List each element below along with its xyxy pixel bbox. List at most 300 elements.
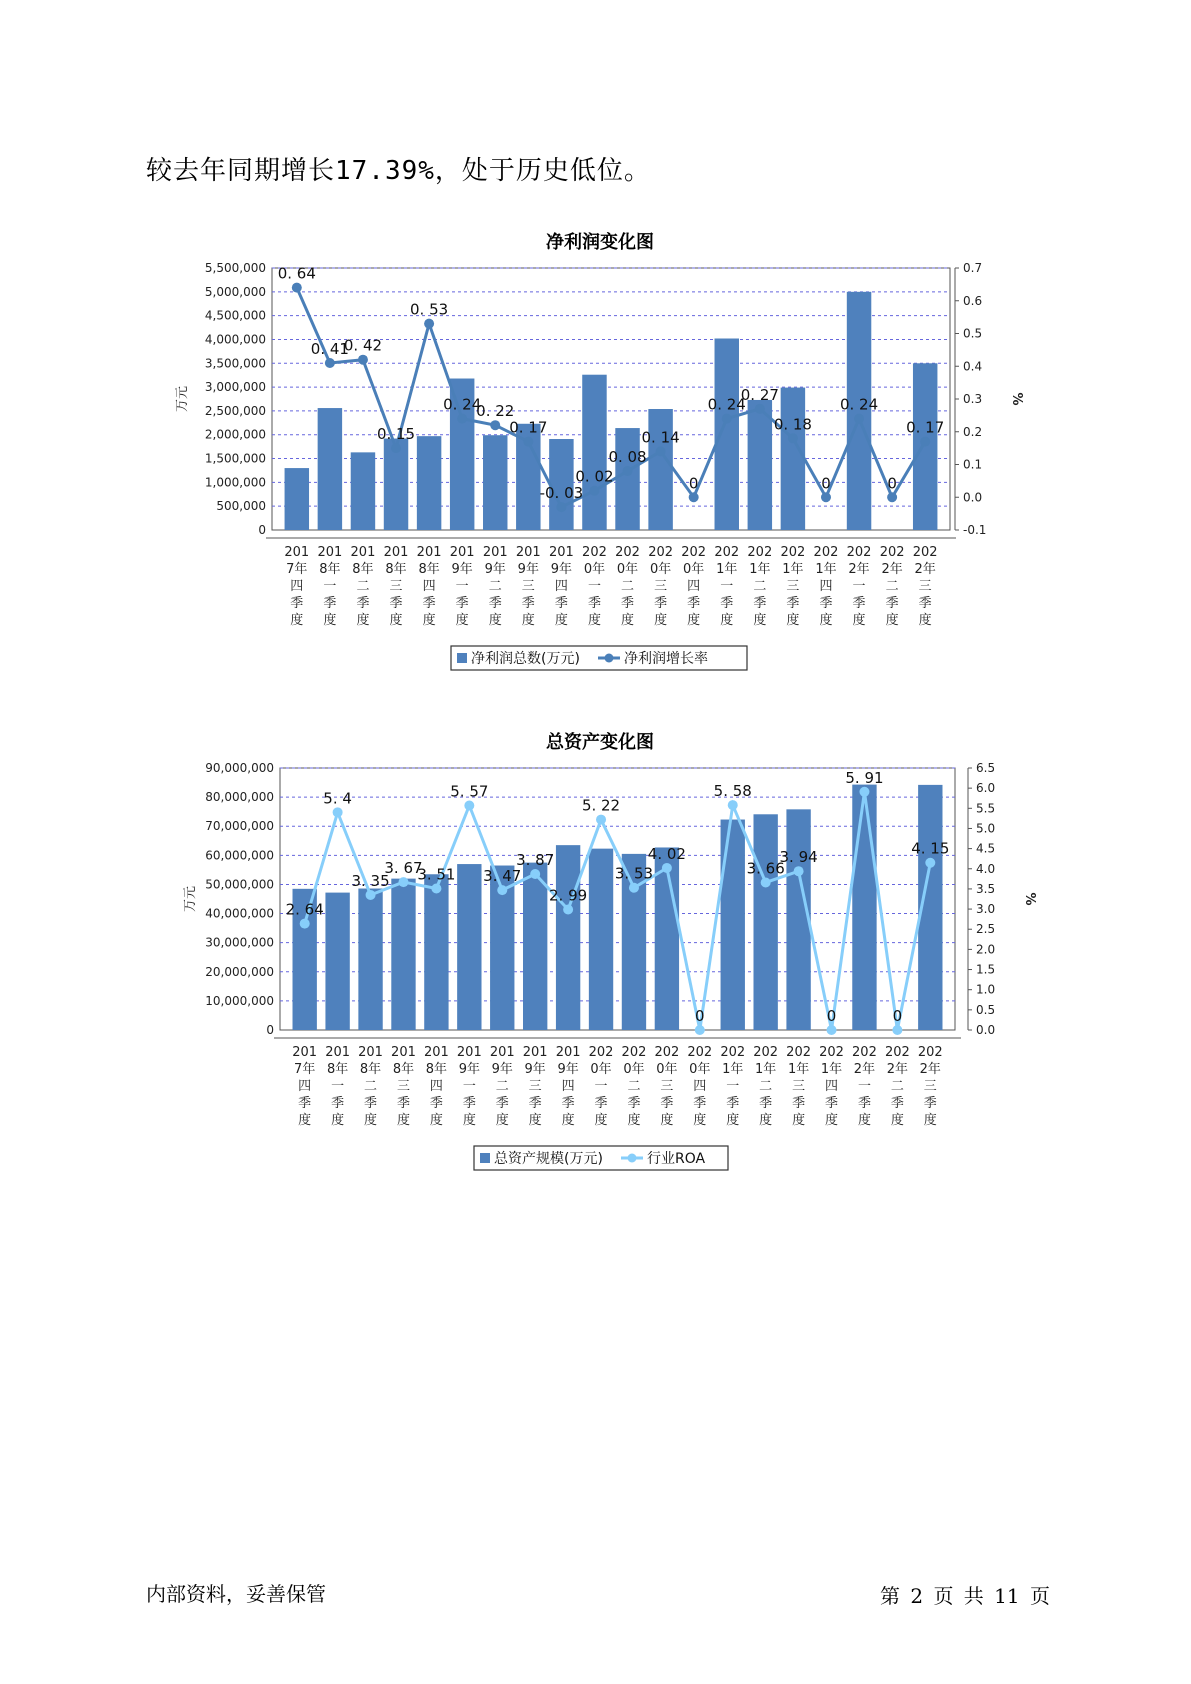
- y-tick-label: 3,000,000: [204, 380, 266, 395]
- x-tick-label: 8年: [319, 562, 341, 577]
- legend-line-marker: [605, 654, 614, 663]
- data-label: 5. 57: [450, 782, 489, 801]
- x-tick-label: 季: [561, 1096, 575, 1111]
- x-tick-label: 202: [714, 545, 740, 560]
- x-tick-label: 202: [786, 1045, 812, 1060]
- x-tick-label: 度: [786, 613, 800, 628]
- y2-tick-label: 0.4: [963, 359, 983, 374]
- data-label: 0. 24: [443, 395, 482, 414]
- x-tick-label: 度: [389, 613, 403, 628]
- data-label: 0. 08: [608, 448, 647, 467]
- y2-tick-label: 0.5: [976, 1002, 996, 1017]
- x-tick-label: 2年: [914, 562, 936, 577]
- x-tick-label: 202: [813, 545, 839, 560]
- x-tick-label: 9年: [484, 562, 506, 577]
- x-tick-label: 1年: [815, 562, 837, 577]
- x-tick-label: 9年: [517, 562, 539, 577]
- x-tick-label: 度: [323, 613, 337, 628]
- x-tick-label: 1年: [787, 1062, 810, 1077]
- bar: [582, 375, 606, 530]
- x-tick-label: 季: [356, 596, 370, 611]
- x-tick-label: 季: [792, 1096, 806, 1111]
- x-tick-label: 1年: [749, 562, 771, 577]
- x-tick-label: 202: [687, 1045, 713, 1060]
- x-tick-label: 0年: [590, 1062, 612, 1077]
- y2-tick-label: 0.6: [963, 293, 983, 308]
- bar: [556, 845, 580, 1030]
- x-tick-label: 三: [521, 579, 535, 594]
- line-point: [722, 414, 732, 424]
- bar: [753, 814, 777, 1030]
- x-tick-label: 四: [819, 579, 833, 594]
- x-tick-label: 一: [323, 579, 337, 594]
- line-point: [398, 877, 408, 887]
- line-point: [623, 466, 633, 476]
- data-label: 4. 02: [647, 844, 686, 863]
- x-tick-label: 0年: [683, 562, 705, 577]
- x-tick-label: 201: [284, 545, 310, 560]
- y2-tick-label: 1.5: [976, 962, 996, 977]
- x-tick-label: 度: [918, 613, 932, 628]
- x-tick-label: 季: [323, 596, 337, 611]
- x-tick-label: 度: [825, 1113, 839, 1128]
- data-label: 0. 14: [641, 428, 680, 447]
- y2-tick-label: 4.0: [976, 861, 996, 876]
- x-tick-label: 度: [422, 613, 436, 628]
- line-point: [920, 437, 930, 447]
- x-tick-label: 三: [918, 579, 932, 594]
- line-point: [457, 414, 467, 424]
- x-tick-label: 202: [681, 545, 707, 560]
- x-tick-label: 一: [720, 579, 734, 594]
- x-tick-label: 度: [495, 1113, 509, 1128]
- x-tick-label: 三: [923, 1079, 937, 1094]
- x-tick-label: 季: [825, 1096, 839, 1111]
- legend-line-marker: [628, 1154, 637, 1163]
- x-tick-label: 202: [917, 1045, 943, 1060]
- line-point: [788, 433, 798, 443]
- x-tick-label: 季: [396, 1096, 410, 1111]
- y2-tick-label: 0.2: [963, 424, 983, 439]
- data-label: 3. 67: [384, 859, 423, 878]
- x-tick-label: 四: [693, 1079, 707, 1094]
- line-point: [464, 800, 474, 810]
- line-point: [821, 492, 831, 502]
- x-tick-label: 2年: [919, 1062, 941, 1077]
- bar: [483, 435, 507, 530]
- x-tick-label: 201: [423, 1045, 449, 1060]
- y-tick-label: 0: [266, 1023, 274, 1037]
- line-point: [695, 1025, 705, 1035]
- x-tick-label: 度: [660, 1113, 674, 1128]
- line-point: [424, 319, 434, 329]
- data-label: 0. 22: [476, 402, 515, 421]
- x-tick-label: 季: [389, 596, 403, 611]
- x-tick-label: 四: [561, 1079, 575, 1094]
- x-tick-label: 度: [554, 613, 568, 628]
- data-label: 5. 4: [323, 789, 352, 808]
- line-point: [892, 1025, 902, 1035]
- x-tick-label: 二: [885, 579, 899, 594]
- y-tick-label: 5,000,000: [204, 284, 266, 299]
- y2-tick-label: 4.5: [976, 841, 996, 856]
- bar: [325, 893, 349, 1030]
- x-tick-label: 度: [396, 1113, 410, 1128]
- x-tick-label: 二: [356, 579, 370, 594]
- line-point: [358, 355, 368, 365]
- y2-tick-label: 6.5: [976, 761, 996, 775]
- x-tick-label: 2年: [886, 1062, 909, 1077]
- x-tick-label: 一: [587, 579, 601, 594]
- bar: [781, 388, 805, 530]
- x-tick-label: 度: [687, 613, 701, 628]
- x-tick-label: 季: [654, 596, 668, 611]
- line-point: [497, 885, 507, 895]
- line-point: [794, 866, 804, 876]
- x-tick-label: 9年: [451, 562, 473, 577]
- y2-tick-label: -0.1: [963, 523, 987, 537]
- y2-tick-label: 0.7: [963, 261, 983, 275]
- data-label: -0. 03: [539, 484, 584, 503]
- bar: [715, 339, 739, 530]
- x-tick-label: 度: [356, 613, 370, 628]
- x-tick-label: 201: [548, 545, 574, 560]
- x-tick-label: 2年: [881, 562, 903, 577]
- x-tick-label: 季: [422, 596, 436, 611]
- x-tick-label: 202: [753, 1045, 779, 1060]
- x-tick-label: 202: [654, 1045, 680, 1060]
- x-tick-label: 201: [391, 1045, 416, 1060]
- x-tick-label: 8年: [385, 562, 407, 577]
- line-point: [366, 890, 376, 900]
- x-tick-label: 1年: [820, 1062, 843, 1077]
- x-tick-label: 201: [292, 1045, 318, 1060]
- line-point: [431, 884, 441, 894]
- x-tick-label: 201: [522, 1045, 548, 1060]
- x-tick-label: 二: [890, 1079, 904, 1094]
- y2-axis-title: %: [1009, 392, 1024, 406]
- data-label: 4. 15: [911, 839, 950, 858]
- net-profit-chart: [0, 258, 1191, 678]
- data-label: 0. 17: [509, 418, 548, 437]
- bar: [424, 874, 448, 1030]
- y-tick-label: 60,000,000: [205, 848, 274, 863]
- line-point: [728, 800, 738, 810]
- x-tick-label: 度: [521, 613, 535, 628]
- x-tick-label: 季: [495, 1096, 509, 1111]
- chart-title-total-assets: 总资产变化图: [546, 732, 654, 753]
- line-point: [629, 883, 639, 893]
- data-label: 0. 27: [740, 385, 779, 404]
- x-tick-label: 9年: [458, 1062, 480, 1077]
- bar: [318, 408, 342, 530]
- data-label: 0. 42: [343, 336, 383, 355]
- y-tick-label: 3,500,000: [204, 356, 266, 371]
- x-tick-label: 四: [825, 1079, 839, 1094]
- x-tick-label: 度: [298, 1113, 312, 1128]
- x-tick-label: 度: [561, 1113, 575, 1128]
- x-tick-label: 度: [819, 613, 833, 628]
- x-tick-label: 201: [317, 545, 343, 560]
- data-label: 0: [826, 1007, 837, 1025]
- x-tick-label: 二: [621, 579, 635, 594]
- x-tick-label: 9年: [491, 1062, 513, 1077]
- x-tick-label: 度: [627, 1113, 641, 1128]
- x-tick-label: 8年: [392, 1062, 415, 1077]
- y2-tick-label: 1.0: [976, 982, 996, 997]
- data-label: 0: [695, 1007, 705, 1025]
- data-label: 0. 24: [707, 395, 746, 414]
- bar: [648, 409, 672, 530]
- data-label: 0. 02: [575, 467, 614, 486]
- line-point: [523, 437, 533, 447]
- x-tick-label: 度: [759, 1113, 773, 1128]
- line-point: [854, 414, 864, 424]
- x-tick-label: 201: [350, 545, 376, 560]
- x-tick-label: 9年: [524, 1062, 546, 1077]
- x-tick-label: 201: [456, 1045, 482, 1060]
- y2-tick-label: 0.3: [963, 392, 983, 406]
- y-axis-title: 万元: [183, 885, 198, 913]
- bar: [358, 889, 382, 1030]
- x-tick-label: 一: [857, 1079, 871, 1094]
- line-point: [391, 443, 401, 453]
- x-tick-label: 季: [594, 1096, 608, 1111]
- y2-tick-label: 3.0: [976, 902, 996, 917]
- legend-line-label: 行业ROA: [647, 1151, 706, 1167]
- x-tick-label: 季: [753, 596, 767, 611]
- x-tick-label: 202: [615, 545, 640, 560]
- line-point: [761, 877, 771, 887]
- y-tick-label: 4,500,000: [204, 308, 266, 323]
- x-tick-label: 四: [298, 1079, 312, 1094]
- x-tick-label: 二: [753, 579, 767, 594]
- x-tick-label: 季: [852, 596, 866, 611]
- y2-tick-label: 5.0: [976, 821, 996, 836]
- x-tick-label: 202: [852, 1045, 877, 1060]
- y-tick-label: 80,000,000: [205, 790, 274, 805]
- data-label: 3. 53: [614, 864, 654, 883]
- x-tick-label: 二: [759, 1079, 773, 1094]
- x-tick-label: 9年: [557, 1062, 579, 1077]
- x-tick-label: 季: [290, 596, 304, 611]
- data-label: 3. 87: [516, 851, 555, 870]
- x-tick-label: 季: [488, 596, 502, 611]
- x-tick-label: 0年: [616, 562, 639, 577]
- x-tick-label: 0年: [656, 1062, 678, 1077]
- x-tick-label: 三: [660, 1079, 674, 1094]
- x-tick-label: 季: [627, 1096, 641, 1111]
- x-tick-label: 0年: [623, 1062, 645, 1077]
- x-tick-label: 季: [587, 596, 601, 611]
- line-point: [689, 492, 699, 502]
- chart-title-net-profit: 净利润变化图: [546, 232, 654, 253]
- x-tick-label: 季: [528, 1096, 542, 1111]
- line-point: [887, 492, 897, 502]
- x-tick-label: 三: [786, 579, 800, 594]
- bar: [913, 363, 937, 530]
- x-tick-label: 202: [879, 545, 905, 560]
- x-tick-label: 度: [753, 613, 767, 628]
- x-tick-label: 度: [462, 1113, 476, 1128]
- x-tick-label: 三: [389, 579, 403, 594]
- x-tick-label: 度: [654, 613, 668, 628]
- y2-tick-label: 0.5: [963, 326, 983, 341]
- x-tick-label: 8年: [418, 562, 440, 577]
- y-tick-label: 2,000,000: [204, 427, 266, 442]
- x-tick-label: 季: [455, 596, 469, 611]
- legend-line-label: 净利润增长率: [624, 651, 708, 667]
- x-tick-label: 201: [449, 545, 475, 560]
- line-point: [589, 486, 599, 496]
- y-tick-label: 70,000,000: [205, 819, 274, 834]
- x-tick-label: 季: [429, 1096, 443, 1111]
- x-tick-label: 202: [582, 545, 607, 560]
- x-tick-label: 季: [687, 596, 701, 611]
- data-label: 0: [821, 474, 831, 493]
- bar: [721, 820, 745, 1030]
- x-tick-label: 8年: [425, 1062, 448, 1077]
- line-point: [490, 420, 500, 430]
- y-tick-label: 0: [258, 523, 266, 537]
- y-tick-label: 4,000,000: [204, 332, 266, 347]
- x-tick-label: 季: [923, 1096, 937, 1111]
- x-tick-label: 201: [325, 1045, 351, 1060]
- intro-paragraph: 较去年同期增长17.39%，处于历史低位。: [146, 156, 651, 186]
- x-tick-label: 季: [462, 1096, 476, 1111]
- line-point: [556, 502, 566, 512]
- bar: [391, 879, 415, 1030]
- bar: [417, 436, 441, 530]
- x-tick-label: 201: [416, 545, 442, 560]
- x-tick-label: 季: [786, 596, 800, 611]
- x-tick-label: 二: [488, 579, 502, 594]
- x-tick-label: 1年: [716, 562, 738, 577]
- x-tick-label: 季: [890, 1096, 904, 1111]
- x-tick-label: 一: [462, 1079, 476, 1094]
- data-label: 0. 17: [906, 418, 945, 437]
- x-tick-label: 201: [482, 545, 508, 560]
- y2-tick-label: 5.5: [976, 801, 996, 816]
- x-tick-label: 二: [495, 1079, 509, 1094]
- x-tick-label: 季: [660, 1096, 674, 1111]
- x-tick-label: 201: [358, 1045, 383, 1060]
- x-tick-label: 度: [364, 1113, 378, 1128]
- x-tick-label: 季: [885, 596, 899, 611]
- x-tick-label: 201: [489, 1045, 515, 1060]
- bar: [523, 863, 547, 1030]
- x-tick-label: 季: [331, 1096, 345, 1111]
- line-point: [325, 358, 335, 368]
- x-tick-label: 202: [648, 545, 674, 560]
- x-tick-label: 度: [726, 1113, 740, 1128]
- x-tick-label: 四: [290, 579, 304, 594]
- y2-tick-label: 2.0: [976, 942, 996, 957]
- y-tick-label: 50,000,000: [205, 877, 274, 892]
- x-tick-label: 四: [687, 579, 701, 594]
- x-tick-label: 202: [780, 545, 806, 560]
- x-tick-label: 季: [720, 596, 734, 611]
- data-label: 0: [887, 474, 897, 493]
- x-tick-label: 1年: [722, 1062, 744, 1077]
- y-tick-label: 20,000,000: [205, 964, 274, 979]
- data-label: 2. 64: [285, 900, 324, 919]
- line-point: [333, 807, 343, 817]
- x-tick-label: 2年: [853, 1062, 876, 1077]
- x-tick-label: 9年: [550, 562, 573, 577]
- x-tick-label: 三: [528, 1079, 542, 1094]
- x-tick-label: 季: [819, 596, 833, 611]
- x-tick-label: 7年: [286, 562, 308, 577]
- x-tick-label: 季: [918, 596, 932, 611]
- x-tick-label: 季: [364, 1096, 378, 1111]
- y2-tick-label: 0.1: [963, 457, 983, 472]
- y-tick-label: 10,000,000: [205, 993, 274, 1008]
- x-tick-label: 三: [396, 1079, 410, 1094]
- bar: [748, 400, 772, 530]
- x-tick-label: 季: [621, 596, 635, 611]
- x-tick-label: 度: [890, 1113, 904, 1128]
- x-tick-label: 度: [594, 1113, 608, 1128]
- y-tick-label: 1,500,000: [204, 451, 266, 466]
- x-tick-label: 度: [857, 1113, 871, 1128]
- data-label: 0: [688, 474, 699, 493]
- x-tick-label: 一: [331, 1079, 345, 1094]
- x-tick-label: 三: [792, 1079, 806, 1094]
- x-tick-label: 一: [852, 579, 866, 594]
- x-tick-label: 201: [383, 545, 409, 560]
- x-tick-label: 8年: [359, 1062, 382, 1077]
- x-tick-label: 202: [846, 545, 872, 560]
- x-tick-label: 一: [594, 1079, 608, 1094]
- data-label: 0. 53: [410, 300, 449, 319]
- x-tick-label: 8年: [352, 562, 374, 577]
- x-tick-label: 202: [819, 1045, 844, 1060]
- y2-axis-title: %: [1022, 892, 1037, 906]
- line-point: [596, 815, 606, 825]
- x-tick-label: 202: [588, 1045, 614, 1060]
- x-tick-label: 1年: [782, 562, 804, 577]
- line-point: [300, 919, 310, 929]
- y-tick-label: 1,000,000: [204, 475, 266, 490]
- x-tick-label: 度: [331, 1113, 345, 1128]
- data-label: 5. 91: [845, 768, 884, 787]
- y-tick-label: 40,000,000: [205, 906, 274, 921]
- x-tick-label: 0年: [649, 562, 672, 577]
- x-tick-label: 季: [554, 596, 568, 611]
- x-tick-label: 度: [792, 1113, 806, 1128]
- y-tick-label: 5,500,000: [204, 261, 266, 275]
- y-axis-title: 万元: [175, 385, 190, 413]
- y2-tick-label: 0.0: [976, 1023, 996, 1037]
- x-tick-label: 202: [747, 545, 773, 560]
- bar: [351, 452, 375, 530]
- x-tick-label: 1年: [755, 1062, 777, 1077]
- y-tick-label: 30,000,000: [205, 935, 274, 950]
- line-point: [563, 904, 573, 914]
- total-assets-chart: [0, 758, 1191, 1178]
- x-tick-label: 度: [720, 613, 734, 628]
- legend-bar-label: 净利润总数(万元): [471, 651, 580, 667]
- x-tick-label: 0年: [689, 1062, 711, 1077]
- bar: [457, 864, 481, 1030]
- x-tick-label: 202: [912, 545, 938, 560]
- x-tick-label: 度: [693, 1113, 707, 1128]
- x-tick-label: 季: [857, 1096, 871, 1111]
- x-tick-label: 一: [455, 579, 469, 594]
- line-point: [662, 863, 672, 873]
- x-tick-label: 度: [621, 613, 635, 628]
